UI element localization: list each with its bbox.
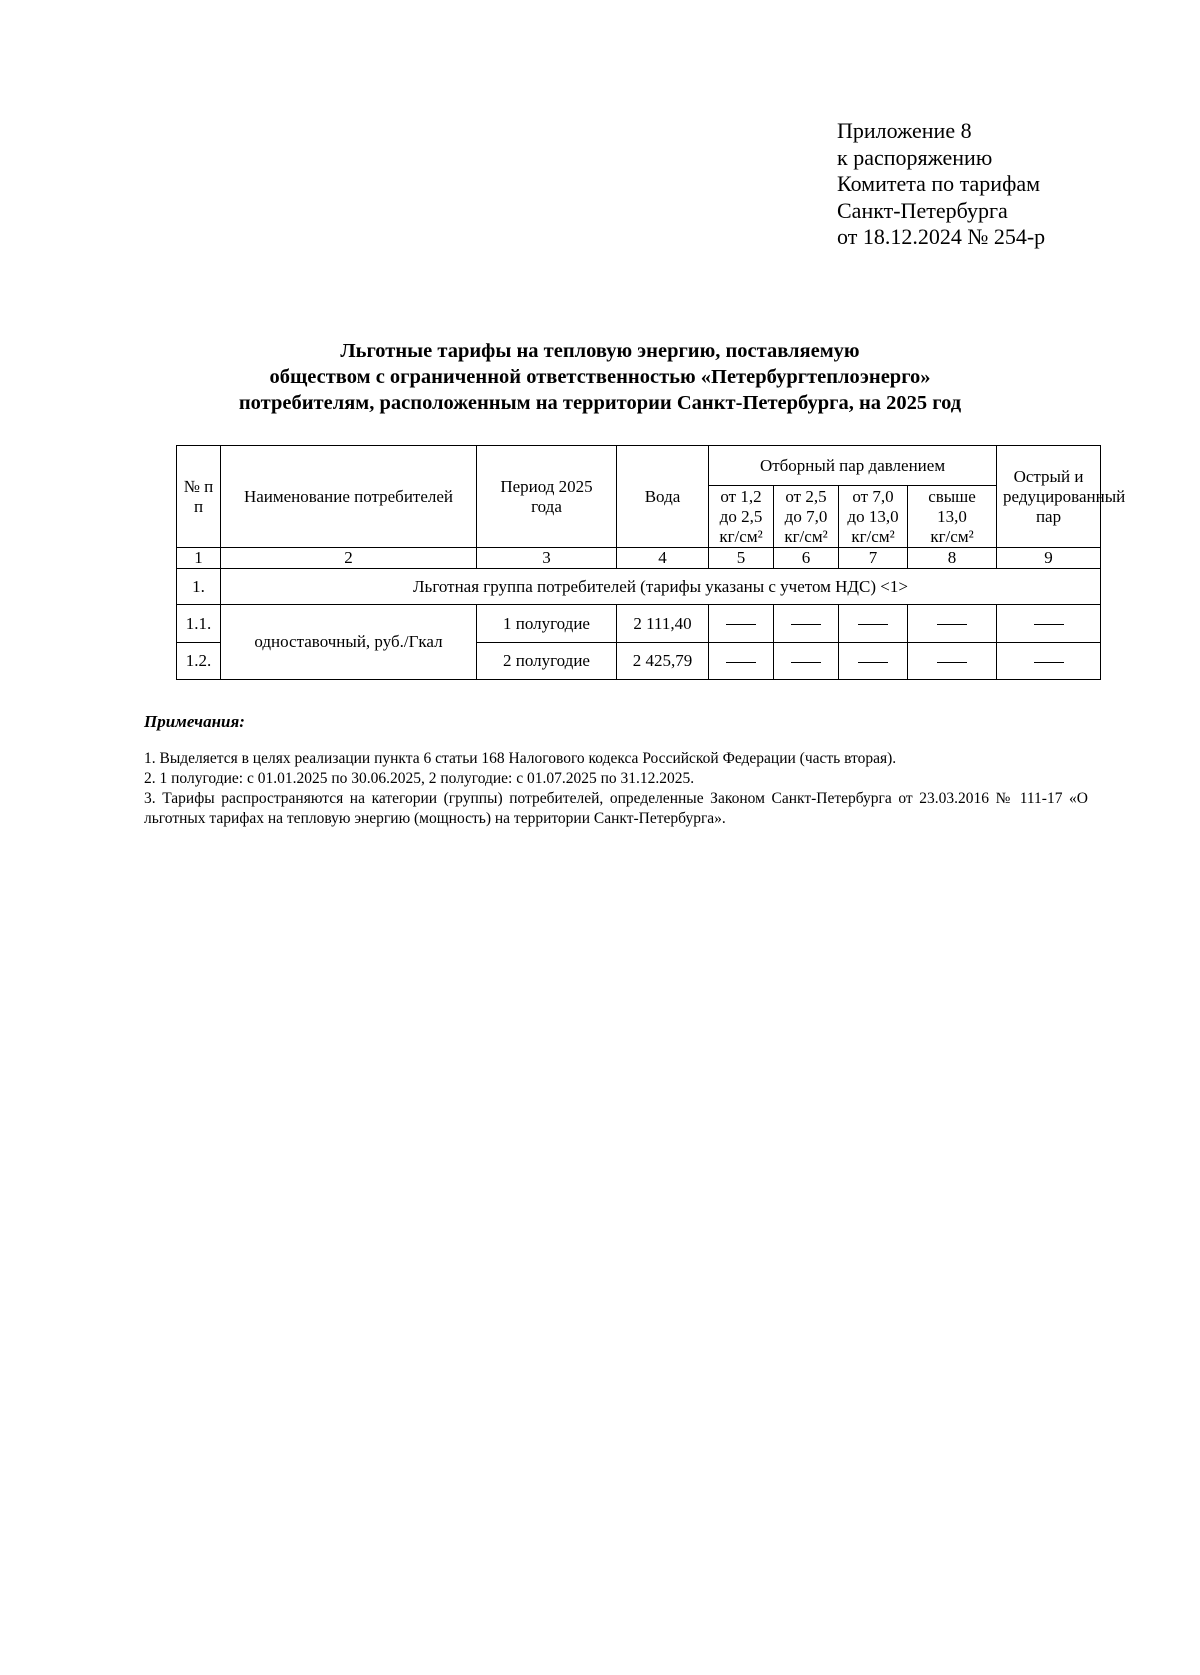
row-water-tariff: 2 425,79	[617, 643, 709, 680]
column-number: 2	[221, 548, 477, 569]
note-item: 3. Тарифы распространяются на категории (группы) потребителей, определенные Законом Санкт-Петербурга от 23.03.2016 № 111-17 «О льготных тарифах на тепловую энергию (мощность) на территории Санкт-Петербурга».	[144, 790, 1088, 827]
header-water: Вода	[617, 446, 709, 548]
column-number: 6	[774, 548, 839, 569]
column-number: 7	[839, 548, 908, 569]
title-line: потребителям, расположенным на территории Санкт-Петербурга, на 2025 год	[238, 392, 962, 414]
dash-mark	[858, 624, 888, 625]
dash-mark	[1034, 624, 1064, 625]
appendix-line: Санкт-Петербурга	[837, 197, 1008, 223]
dash-mark	[726, 662, 756, 663]
appendix-reference	[837, 118, 1045, 251]
document-title	[140, 338, 1060, 416]
empty-cell	[774, 605, 839, 643]
column-number-row	[177, 548, 1101, 569]
title-line: обществом с ограниченной ответственностью «Петербургтеплоэнерго»	[269, 366, 931, 388]
column-number: 4	[617, 548, 709, 569]
consumer-type: одноставочный, руб./Гкал	[221, 605, 477, 680]
appendix-line: Приложение 8	[837, 118, 972, 143]
header-row	[177, 446, 1101, 486]
notes-section	[144, 712, 1088, 829]
empty-cell	[908, 605, 997, 643]
dash-mark	[1034, 662, 1064, 663]
tariff-table	[176, 445, 1126, 680]
header-steam-range: от 2,5 до 7,0 кг/см²	[774, 486, 839, 548]
dash-mark	[858, 662, 888, 663]
empty-cell	[839, 643, 908, 680]
row-water-tariff: 2 111,40	[617, 605, 709, 643]
empty-cell	[709, 605, 774, 643]
notes-heading: Примечания:	[144, 712, 245, 731]
empty-cell	[908, 643, 997, 680]
row-period: 2 полугодие	[477, 643, 617, 680]
note-item: 1. Выделяется в целях реализации пункта 6 статьи 168 Налогового кодекса Российской Федерации (часть вторая).	[144, 750, 897, 767]
empty-cell	[709, 643, 774, 680]
row-number: 1.2.	[177, 643, 221, 680]
header-steam-range: от 1,2 до 2,5 кг/см²	[709, 486, 774, 548]
header-consumer-name: Наименование потребителей	[221, 446, 477, 548]
title-line: Льготные тарифы на тепловую энергию, поставляемую	[340, 340, 860, 362]
column-number: 8	[908, 548, 997, 569]
dash-mark	[937, 662, 967, 663]
column-number: 1	[177, 548, 221, 569]
note-item: 2. 1 полугодие: с 01.01.2025 по 30.06.2025, 2 полугодие: с 01.07.2025 по 31.12.2025.	[144, 770, 695, 787]
dash-mark	[791, 662, 821, 663]
empty-cell	[997, 605, 1101, 643]
empty-cell	[774, 643, 839, 680]
header-number: № пп	[177, 446, 221, 548]
dash-mark	[726, 624, 756, 625]
header-steam-range: от 7,0 до 13,0 кг/см²	[839, 486, 908, 548]
header-period: Период 2025 года	[477, 446, 617, 548]
column-number: 3	[477, 548, 617, 569]
appendix-line: Комитета по тарифам	[837, 171, 1041, 196]
appendix-line: от 18.12.2024 № 254-р	[837, 224, 1046, 249]
appendix-line: к распоряжению	[837, 144, 993, 170]
dash-mark	[937, 624, 967, 625]
header-sharp-steam: Острый и редуцированный пар	[997, 446, 1101, 548]
header-selected-steam: Отборный пар давлением	[709, 446, 997, 486]
empty-cell	[839, 605, 908, 643]
column-number: 5	[709, 548, 774, 569]
group-label: Льготная группа потребителей (тарифы указаны с учетом НДС) <1>	[221, 569, 1101, 605]
row-period: 1 полугодие	[477, 605, 617, 643]
dash-mark	[791, 624, 821, 625]
group-number: 1.	[177, 569, 221, 605]
header-steam-range: свыше 13,0 кг/см²	[908, 486, 997, 548]
row-number: 1.1.	[177, 605, 221, 643]
column-number: 9	[997, 548, 1101, 569]
table-row	[177, 605, 1101, 643]
group-row	[177, 569, 1101, 605]
empty-cell	[997, 643, 1101, 680]
